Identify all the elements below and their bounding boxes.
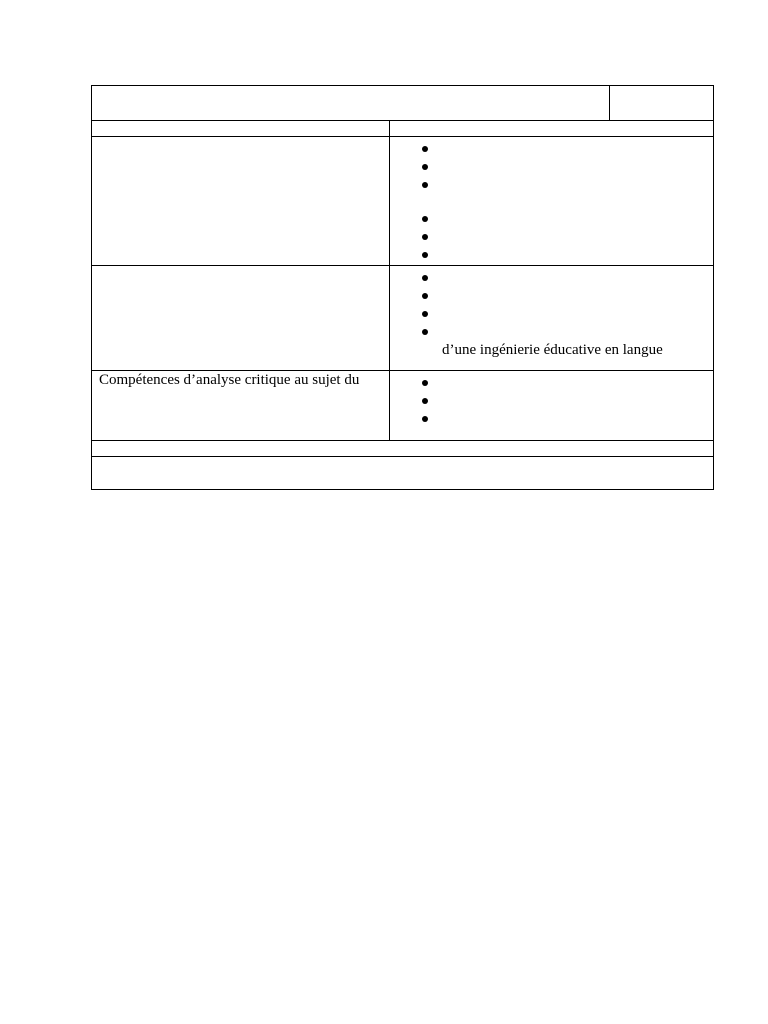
skills-row-2 <box>92 266 714 371</box>
bullet-icon <box>422 380 428 386</box>
blank-row <box>92 441 714 457</box>
list-item <box>422 411 713 429</box>
list-item <box>422 211 713 229</box>
bullet-icon <box>422 398 428 404</box>
skills-row-1-right-cell <box>390 137 714 266</box>
list-item <box>422 270 713 288</box>
bullet-continuation-text: d’une ingénierie éducative en langue <box>442 342 663 358</box>
list-item <box>422 375 713 393</box>
list-item <box>422 247 713 265</box>
bullet-icon <box>422 275 428 281</box>
list-item <box>422 288 713 306</box>
bullet-icon <box>422 146 428 152</box>
bullet-icon <box>422 329 428 335</box>
skills-row-1 <box>92 137 714 266</box>
footer-row-cell <box>92 457 714 490</box>
list-item <box>422 159 713 177</box>
blank-row-cell <box>92 441 714 457</box>
list-item <box>422 306 713 324</box>
skills-row-3-left-cell <box>92 371 390 441</box>
skills-row-3 <box>92 371 714 441</box>
skills-row-3-label: Compétences d’analyse critique au sujet du <box>99 372 360 388</box>
list-item <box>422 141 713 159</box>
bullet-icon <box>422 182 428 188</box>
list-item <box>422 393 713 411</box>
bullet-icon <box>422 293 428 299</box>
column-header-row <box>92 121 714 137</box>
course-form-table <box>91 85 714 490</box>
bullet-icon <box>422 216 428 222</box>
header-right-cell <box>390 121 714 137</box>
footer-row <box>92 457 714 490</box>
skills-row-1-left-cell <box>92 137 390 266</box>
list-item <box>422 177 713 195</box>
list-item <box>422 229 713 247</box>
skills-row-2-bullet-list <box>390 266 713 342</box>
title-cell <box>92 86 610 121</box>
bullet-icon <box>422 252 428 258</box>
skills-row-2-left-cell <box>92 266 390 371</box>
bullet-icon <box>422 164 428 170</box>
skills-row-3-bullet-list <box>390 371 713 429</box>
bullet-icon <box>422 416 428 422</box>
header-left-cell <box>92 121 390 137</box>
skills-row-1-bullet-list <box>390 137 713 265</box>
title-row <box>92 86 714 121</box>
skills-row-3-right-cell <box>390 371 714 441</box>
list-item <box>422 324 713 342</box>
code-cell <box>610 86 714 121</box>
bullet-icon <box>422 234 428 240</box>
skills-row-2-right-cell <box>390 266 714 371</box>
bullet-icon <box>422 311 428 317</box>
